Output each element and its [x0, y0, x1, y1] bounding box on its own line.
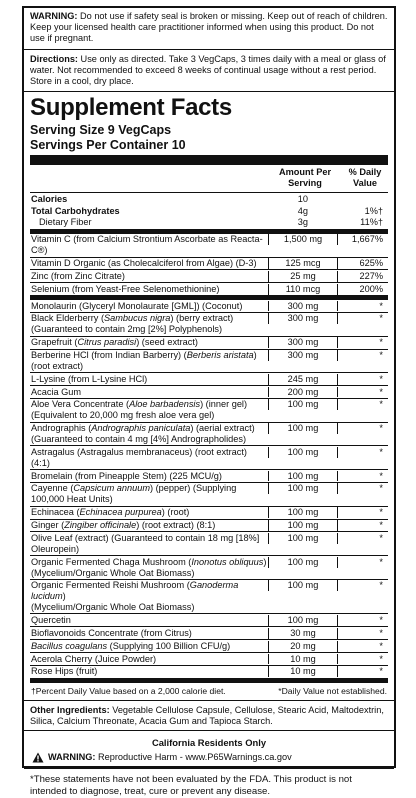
ingredient-name	[30, 399, 268, 421]
ingredient-name	[30, 471, 268, 482]
ingredient-name-line: Black Elderberry (Sambucus nigra) (berry extract)	[31, 313, 234, 324]
ingredient-daily-value: *	[379, 640, 383, 651]
ingredient-amount: 20 mg	[268, 641, 338, 652]
vitamins-block	[30, 234, 388, 295]
ingredient-name-line: Vitamin D Organic (as Cholecalciferol from Algae) (D-3)	[31, 258, 257, 269]
ingredient-row	[30, 627, 388, 640]
ingredient-name	[30, 654, 268, 665]
ingredient-row	[30, 399, 388, 423]
ingredient-name-line: Bioflavonoids Concentrate (from Citrus)	[31, 627, 192, 638]
ingredient-name	[30, 374, 268, 385]
ingredient-daily-value: *	[379, 300, 383, 311]
ingredient-name-line: (Mycelium/Organic Whole Oat Biomass)	[31, 602, 195, 613]
ingredient-amount: 245 mg	[268, 374, 338, 385]
ingredient-name	[30, 337, 268, 348]
ingredient-amount: 100 mg	[268, 533, 338, 544]
ingredient-amount: 4g	[297, 205, 308, 216]
servings-per-container: Servings Per Container 10	[30, 137, 186, 152]
ingredient-amount: 100 mg	[268, 447, 338, 458]
ingredient-name-line: (Guaranteed to contain 4 mg [4%] Andrographolides)	[31, 434, 247, 445]
ingredient-daily-value: 625%	[359, 258, 383, 269]
ingredient-daily-value: *	[379, 483, 383, 494]
ingredient-name	[30, 533, 268, 555]
warning-text: Do not use if safety seal is broken or missing. Keep out of reach of children. Keep your licensed health care practitioner informed when using this product. Do not use if pregnant.	[30, 11, 388, 44]
ingredient-row	[30, 556, 388, 580]
ingredient-name-line: (Guaranteed to contain 2mg [2%] Polyphenols)	[31, 324, 223, 335]
ingredient-row	[30, 483, 388, 507]
ingredient-name-line: Calories	[31, 193, 68, 204]
supplement-label	[22, 6, 396, 798]
ingredient-name-line: Echinacea (Echinacea purpurea) (root)	[31, 507, 190, 518]
ingredient-name	[30, 313, 268, 335]
footnote-not-established: *Daily Value not established.	[278, 685, 387, 696]
ingredient-name-line: L-Lysine (from L-Lysine HCl)	[31, 373, 148, 384]
ingredient-row	[30, 532, 388, 556]
calories-row	[30, 193, 388, 205]
directions-section	[24, 50, 394, 93]
serving-size: Serving Size 9 VegCaps	[30, 123, 172, 138]
ingredient-name-line: (Mycelium/Organic Whole Oat Biomass)	[31, 567, 195, 578]
ingredient-name	[30, 507, 268, 518]
ingredient-row	[30, 640, 388, 653]
ingredient-amount: 110 mcg	[268, 284, 338, 295]
ingredient-amount: 30 mg	[268, 628, 338, 639]
ingredient-name-line: Bromelain (from Pineapple Stem) (225 MCU/g)	[31, 470, 222, 481]
ingredient-name-line: Organic Fermented Reishi Mushroom (Ganoderma lucidum)	[31, 580, 239, 602]
ingredient-name	[30, 520, 268, 531]
ingredient-name	[30, 271, 268, 282]
ingredient-name	[30, 483, 268, 505]
ingredient-amount: 100 mg	[268, 471, 338, 482]
california-warning-text: Reproductive Harm - www.P65Warnings.ca.gov	[95, 752, 292, 763]
ingredient-row	[30, 507, 388, 520]
ingredient-name	[30, 284, 268, 295]
ingredient-daily-value: *	[379, 580, 383, 591]
ingredient-name	[30, 641, 268, 652]
ingredient-name	[30, 350, 268, 372]
calories-row	[30, 205, 388, 217]
ingredient-daily-value: *	[379, 507, 383, 518]
ingredients-block	[30, 300, 388, 678]
ingredient-name	[30, 194, 268, 205]
ingredient-name-line: Grapefruit (Citrus paradisi) (seed extract)	[31, 337, 198, 348]
ingredient-name-line: Selenium (from Yeast-Free Selenomethionine)	[31, 283, 220, 294]
ingredient-amount: 10 mg	[268, 654, 338, 665]
ingredient-name-line: Zinc (from Zinc Citrate)	[31, 270, 125, 281]
ingredient-name	[30, 580, 268, 613]
ingredient-name-line: Organic Fermented Chaga Mushroom (Inonotus obliquus)	[31, 556, 267, 567]
ingredient-amount: 300 mg	[268, 313, 338, 324]
daily-value-header: % Daily Value	[348, 167, 382, 188]
ingredient-daily-value: *	[379, 520, 383, 531]
calories-block	[30, 193, 388, 229]
other-ingredients-text: Vegetable Cellulose Capsule, Cellulose, Stearic Acid, Maltodextrin, Silica, Calcium Threonate, Acacia Gum and Tapioca Starch.	[30, 704, 384, 727]
ingredient-daily-value: *	[379, 614, 383, 625]
ingredient-name	[30, 666, 268, 677]
california-warning	[24, 751, 394, 768]
ingredient-daily-value: *	[379, 470, 383, 481]
ingredient-amount: 100 mg	[268, 580, 338, 591]
ingredient-daily-value: *	[379, 313, 383, 324]
ingredient-name	[30, 615, 268, 626]
facts-title: Supplement Facts	[30, 94, 232, 122]
ingredient-amount: 3g	[297, 217, 308, 228]
ingredient-row	[30, 666, 388, 678]
directions-text: Use only as directed. Take 3 VegCaps, 3 times daily with a meal or glass of water. Not recommended to exceed 8 weeks of continual usage without a rest period. Store in a cool, dry place.	[30, 53, 386, 87]
calories-row	[30, 217, 388, 229]
ingredient-amount: 100 mg	[268, 399, 338, 410]
california-warning-heading: WARNING:	[48, 752, 96, 763]
ingredient-name	[30, 234, 268, 256]
warning-section	[24, 8, 394, 50]
ingredient-daily-value: *	[379, 350, 383, 361]
footnote-daily-value: †Percent Daily Value based on a 2,000 calorie diet.	[31, 685, 226, 696]
ingredient-name-line: (Equivalent to 20,000 mg fresh aloe vera gel)	[31, 410, 215, 421]
ingredient-name-line: Quercetin	[31, 614, 71, 625]
ingredient-name-line: Andrographis (Andrographis paniculata) (aerial extract)	[31, 423, 255, 434]
ingredient-name	[30, 423, 268, 445]
ingredient-daily-value: *	[379, 386, 383, 397]
vitamin-row	[30, 234, 388, 258]
ingredient-amount: 100 mg	[268, 507, 338, 518]
ingredient-name-line: Cayenne (Capsicum annuum) (pepper) (Supplying 100,000 Heat Units)	[31, 483, 237, 505]
ingredient-row	[30, 386, 388, 399]
ingredient-name	[30, 387, 268, 398]
ingredient-name	[30, 301, 268, 312]
ingredient-row	[30, 653, 388, 666]
ingredient-row	[30, 313, 388, 337]
ingredient-name	[30, 217, 268, 228]
fda-disclaimer: *These statements have not been evaluated by the FDA. This product is not intended to diagnose, treat, cure or prevent any disease.	[24, 768, 394, 798]
thick-divider	[30, 155, 388, 165]
ingredient-name-line: Aloe Vera Concentrate (Aloe barbadensis) (inner gel)	[31, 399, 248, 410]
ingredient-name-line: Acerola Cherry (Juice Powder)	[31, 653, 157, 664]
ingredient-daily-value: *	[379, 653, 383, 664]
amount-per-serving-header: Amount Per Serving	[278, 167, 332, 188]
california-title: California Residents Only	[24, 730, 394, 751]
ingredient-name	[30, 628, 268, 639]
ingredient-daily-value: *	[379, 423, 383, 434]
ingredient-daily-value: 1%†	[364, 205, 383, 216]
ingredient-name-line: Olive Leaf (extract) (Guaranteed to contain 18 mg [18%] Oleuropein)	[31, 532, 260, 554]
ingredient-amount: 100 mg	[268, 520, 338, 531]
warning-heading: WARNING:	[30, 11, 78, 21]
ingredient-row	[30, 337, 388, 350]
ingredient-name	[30, 447, 268, 469]
ingredient-name-line: Dietary Fiber	[39, 217, 92, 228]
facts-column-header	[30, 165, 388, 193]
ingredient-amount: 300 mg	[268, 337, 338, 348]
ingredient-daily-value: 227%	[359, 270, 383, 281]
ingredient-name-line: Rose Hips (fruit)	[31, 666, 98, 677]
ingredient-daily-value: 1,667%	[351, 234, 383, 245]
ingredient-row	[30, 470, 388, 483]
ingredient-row	[30, 423, 388, 447]
ingredient-name	[30, 206, 268, 217]
ingredient-name-line: Ginger (Zingiber officinale) (root extract) (8:1)	[31, 520, 216, 531]
ingredient-amount: 300 mg	[268, 350, 338, 361]
ingredient-amount: 25 mg	[268, 271, 338, 282]
ingredient-daily-value: *	[379, 337, 383, 348]
ingredient-daily-value: *	[379, 532, 383, 543]
directions-heading: Directions:	[30, 53, 78, 64]
vitamin-row	[30, 258, 388, 271]
ingredient-daily-value: *	[379, 556, 383, 567]
ingredient-row	[30, 520, 388, 533]
footnotes	[30, 683, 388, 700]
ingredient-amount: 125 mcg	[268, 258, 338, 269]
ingredient-name-line: Acacia Gum	[31, 386, 82, 397]
ingredient-name-line: Total Carbohydrates	[31, 205, 120, 216]
ingredient-amount: 10 mg	[268, 666, 338, 677]
other-ingredients-section	[24, 700, 394, 730]
ingredient-daily-value: *	[379, 446, 383, 457]
ingredient-daily-value: *	[379, 666, 383, 677]
ingredient-row	[30, 446, 388, 470]
ingredient-name	[30, 258, 268, 269]
ingredient-daily-value: 200%	[359, 283, 383, 294]
ingredient-daily-value: *	[379, 627, 383, 638]
ingredient-amount: 300 mg	[268, 301, 338, 312]
ingredient-name-line: Astragalus (Astragalus membranaceus) (root extract) (4:1)	[31, 446, 247, 468]
ingredient-name-line: Monolaurin (Glyceryl Monolaurate [GML]) (Coconut)	[31, 300, 243, 311]
ingredient-row	[30, 300, 388, 313]
ingredient-daily-value: 11%†	[360, 217, 383, 228]
ingredient-daily-value: *	[379, 399, 383, 410]
ingredient-amount: 10	[297, 193, 308, 204]
ingredient-amount: 100 mg	[268, 483, 338, 494]
ingredient-amount: 100 mg	[268, 423, 338, 434]
ingredient-amount: 200 mg	[268, 387, 338, 398]
ingredient-row	[30, 580, 388, 615]
other-ingredients-heading: Other Ingredients:	[30, 704, 110, 715]
ingredient-name-line: Bacillus coagulans (Supplying 100 Billion CFU/g)	[31, 640, 231, 651]
ingredient-amount: 1,500 mg	[268, 234, 338, 245]
vitamin-row	[30, 270, 388, 283]
ingredient-name-line: Vitamin C (from Calcium Strontium Ascorbate as Reacta-C®)	[31, 234, 263, 256]
ingredient-name-line: Berberine HCl (from Indian Barberry) (Berberis aristata) (root extract)	[31, 350, 257, 371]
ingredient-row	[30, 350, 388, 374]
ingredient-row	[30, 614, 388, 627]
ingredient-row	[30, 373, 388, 386]
vitamin-row	[30, 283, 388, 295]
ingredient-amount: 100 mg	[268, 615, 338, 626]
ingredient-daily-value: *	[379, 373, 383, 384]
ingredient-name	[30, 557, 268, 579]
supplement-facts-panel	[30, 96, 388, 700]
ingredient-amount: 100 mg	[268, 557, 338, 568]
warning-triangle-icon	[32, 752, 44, 763]
